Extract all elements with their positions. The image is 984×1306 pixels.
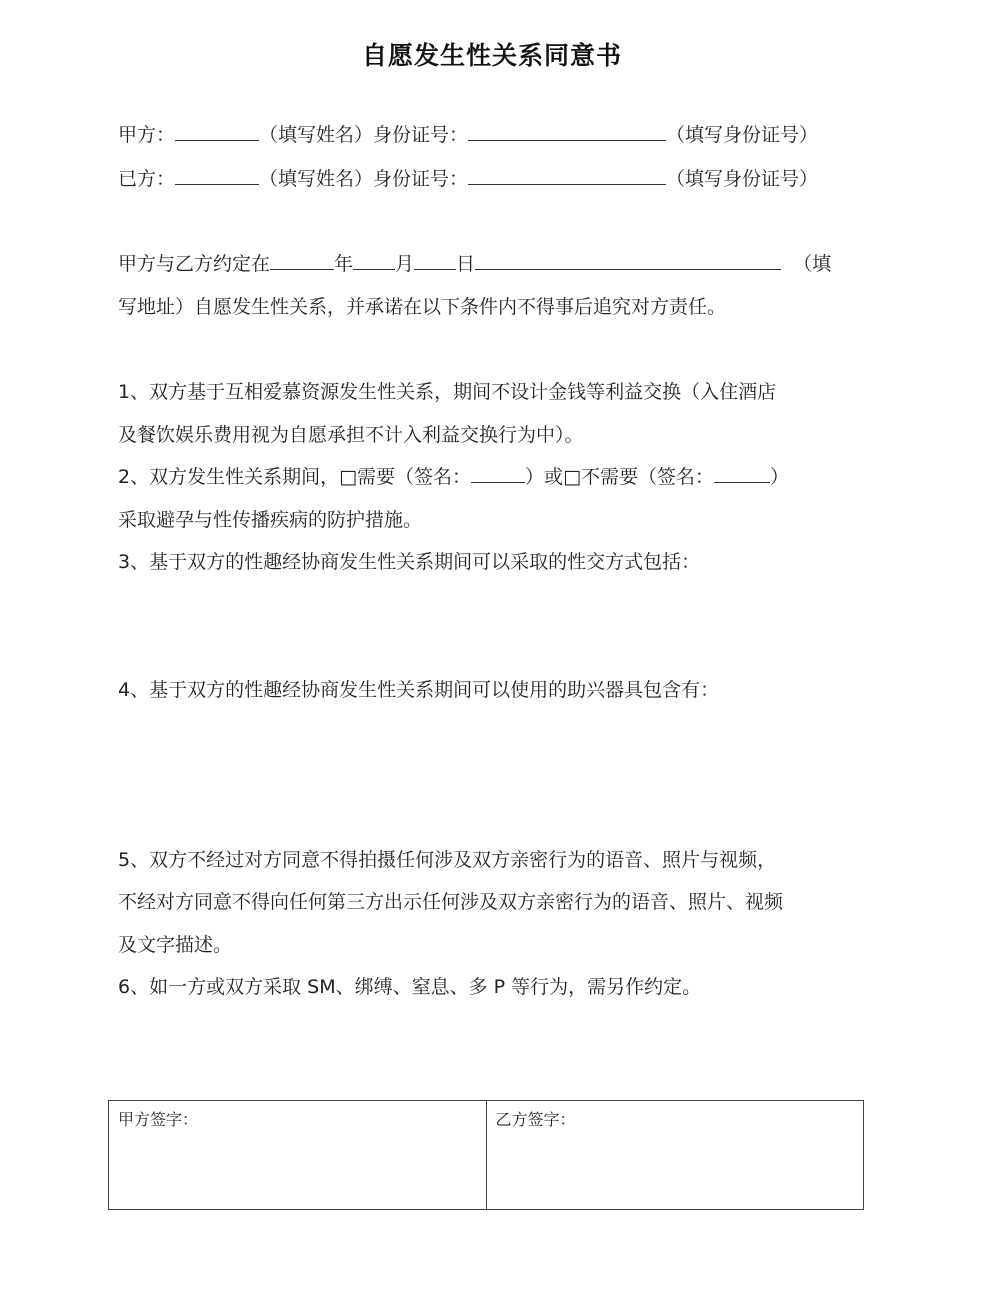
agreement-prefix: 甲方与乙方约定在 [118,253,271,275]
party-a-id-blank[interactable] [468,122,666,141]
clause-5-line-2: 不经对方同意不得向任何第三方出示任何涉及双方亲密行为的语音、照片、视频 [118,891,784,913]
party-b-id-hint: （填写身份证号） [666,168,819,190]
year-blank[interactable] [270,251,334,270]
need-signature-blank[interactable] [471,464,525,483]
party-a-name-blank[interactable] [175,122,259,141]
address-blank[interactable] [475,251,781,270]
agreement-line-1 [118,251,831,277]
need-close: ）或 [525,466,564,488]
address-hint-start: （填 [793,253,832,275]
year-label: 年 [334,253,354,275]
party-a-name-hint: （填写姓名） [259,124,374,146]
clause-2-line-2: 采取避孕与性传播疾病的防护措施。 [118,509,423,531]
party-b-name-hint: （填写姓名） [259,168,374,190]
party-a-id-label: 身份证号： [373,124,469,146]
clause-1-line-1: 1、双方基于互相爱慕资源发生性关系，期间不设计金钱等利益交换（入住酒店 [118,381,777,403]
party-a-signature-cell[interactable] [109,1101,486,1209]
month-blank[interactable] [353,251,395,270]
day-label: 日 [456,253,476,275]
clause-2-prefix: 2、双方发生性关系期间， [118,466,340,488]
signature-table [108,1100,864,1210]
noneed-signature-blank[interactable] [714,464,770,483]
party-a-id-hint: （填写身份证号） [666,124,819,146]
clause-3: 3、基于双方的性趣经协商发生性关系期间可以采取的性交方式包括： [118,551,701,573]
party-b-name-blank[interactable] [175,166,259,185]
clause-1-line-2: 及餐饮娱乐费用视为自愿承担不计入利益交换行为中）。 [118,424,584,446]
clause-4: 4、基于双方的性趣经协商发生性关系期间可以使用的助兴器具包含有： [118,679,720,701]
party-a-line [118,122,818,148]
clause-2-line-1 [118,464,789,490]
clause-5-line-1: 5、双方不经过对方同意不得拍摄任何涉及双方亲密行为的语音、照片与视频， [118,849,777,871]
party-a-signature-label: 甲方签字： [118,1110,199,1129]
agreement-line-2: 写地址）自愿发生性关系，并承诺在以下条件内不得事后追究对方责任。 [118,296,727,318]
party-a-label: 甲方： [118,124,176,146]
clause-6: 6、如一方或双方采取 SM、绑缚、窒息、多 P 等行为，需另作约定。 [118,976,702,998]
party-b-line [118,166,818,192]
document-title: 自愿发生性关系同意书 [361,41,622,70]
clause-5-line-3: 及文字描述。 [118,934,233,956]
party-b-signature-label: 乙方签字： [495,1110,576,1129]
party-b-id-blank[interactable] [468,166,666,185]
day-blank[interactable] [414,251,456,270]
noneed-close: ） [770,466,790,488]
party-b-id-label: 身份证号： [373,168,469,190]
need-checkbox-label[interactable]: □需要（签名： [339,466,472,488]
party-b-signature-cell[interactable] [486,1101,864,1209]
month-label: 月 [395,253,415,275]
noneed-checkbox-label[interactable]: □不需要（签名： [563,466,715,488]
party-b-label: 已方： [118,168,176,190]
